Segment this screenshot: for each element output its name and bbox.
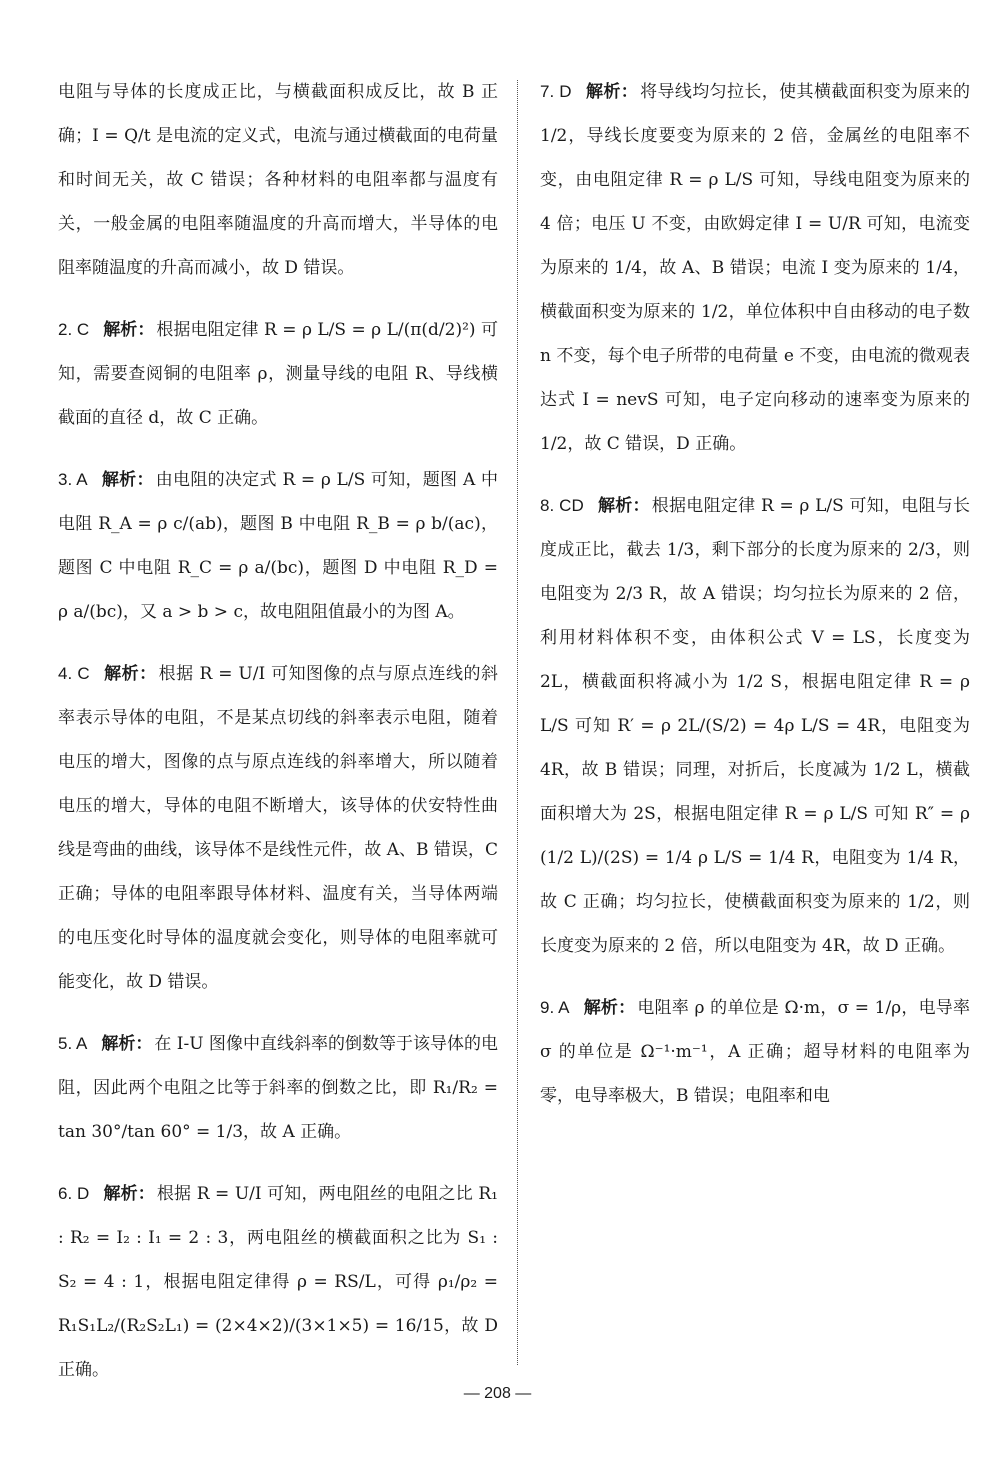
analysis-label: 解析： [101, 470, 154, 489]
answer-item [58, 458, 498, 634]
answer-text: 根据 R = U/I 可知图像的点与原点连线的斜率表示导体的电阻，不是某点切线的斜率表示电阻，随着电压的增大，图像的点与原点连线的斜率增大，所以随着电压的增大，导体的电阻不断增大，该导体的伏安特性曲线是弯曲的曲线，该导体不是线性元件，故 A、B 错误，C 正确；导体的电阻率跟导体材料、温度有关，当导体两端的电压变化时导体的温度就会变化，则导体的电阻率就可能变化，故 D 错误。 [58, 664, 499, 992]
answer-number: 7. D [540, 82, 572, 101]
analysis-label: 解析： [597, 496, 650, 515]
analysis-label: 解析： [583, 998, 636, 1017]
answer-text: 根据电阻定律 R = ρ L/S = ρ L/(π(d/2)²) 可知，需要查阅铜的电阻率 ρ，测量导线的电阻 R、导线横截面的直径 d，故 C 正确。 [58, 320, 498, 428]
answer-number: 2. C [58, 320, 90, 339]
analysis-label: 解析： [103, 320, 155, 339]
answer-text: 电阻率 ρ 的单位是 Ω·m，σ = 1/ρ，电导率 σ 的单位是 Ω⁻¹·m⁻¹，A 正确；超导材料的电阻率为零，电导率极大，B 错误；电阻率和电 [540, 998, 970, 1106]
analysis-label: 解析： [103, 1184, 155, 1203]
analysis-label: 解析： [585, 82, 639, 101]
answer-number: 5. A [58, 1034, 88, 1053]
answer-text: 根据 R = U/I 可知，两电阻丝的电阻之比 R₁ : R₂ = I₂ : I₁ = 2 : 3，两电阻丝的横截面积之比为 S₁ : S₂ = 4 : 1，根据电阻定律得 ρ = RS/L，可得 ρ₁/ρ₂ = R₁S₁L₂/(R₂S₂L₁) = (2×4×2)/(3×1×5) = 16/15，故 D 正确。 [58, 1184, 498, 1380]
answer-text: 由电阻的决定式 R = ρ L/S 可知，题图 A 中电阻 R_A = ρ c/(ab)，题图 B 中电阻 R_B = ρ b/(ac)，题图 C 中电阻 R_C = ρ a/(bc)，题图 D 中电阻 R_D = ρ a/(bc)，又 a > b > c，故电阻阻值最小的为图 A。 [58, 470, 498, 622]
answer-item [540, 484, 970, 968]
answer-number: 9. A [540, 998, 570, 1017]
page-number: — 208 — [463, 1385, 532, 1402]
answer-item [58, 1022, 498, 1154]
answer-item [540, 986, 970, 1118]
analysis-label: 解析： [101, 1034, 153, 1053]
answer-number: 6. D [58, 1184, 90, 1203]
analysis-label: 解析： [103, 664, 157, 683]
answer-text: 电阻与导体的长度成正比，与横截面积成反比，故 B 正确；I = Q/t 是电流的定义式，电流与通过横截面的电荷量和时间无关，故 C 错误；各种材料的电阻率都与温度有关，一般金属的电阻率随温度的升高而增大，半导体的电阻率随温度的升高而减小，故 D 错误。 [58, 82, 498, 278]
answer-text: 在 I-U 图像中直线斜率的倒数等于该导体的电阻，因此两个电阻之比等于斜率的倒数之比，即 R₁/R₂ = tan 30°/tan 60° = 1/3，故 A 正确。 [58, 1034, 498, 1142]
answer-item [58, 1172, 498, 1392]
right-column [540, 70, 970, 1136]
answer-item [58, 70, 498, 290]
answer-text: 根据电阻定律 R = ρ L/S 可知，电阻与长度成正比，截去 1/3，剩下部分的长度为原来的 2/3，则电阻变为 2/3 R，故 A 错误；均匀拉长为原来的 2 倍，利用材料体积不变，由体积公式 V = LS，长度变为 2L，横截面积将减小为 1/2 S，根据电阻定律 R = ρ L/S 可知 R′ = ρ 2L/(S/2) = 4ρ L/S = 4R，电阻变为 4R，故 B 错误；同理，对折后，长度减为 1/2 L，横截面积增大为 2S，根据电阻定律 R = ρ L/S 可知 R″ = ρ (1/2 L)/(2S) = 1/4 ρ L/S = 1/4 R，电阻变为 1/4 R，故 C 正确；均匀拉长，使横截面积变为原来的 1/2，则长度变为原来的 2 倍，所以电阻变为 4R，故 D 正确。 [540, 496, 970, 956]
answer-item [58, 652, 498, 1004]
answer-item [58, 308, 498, 440]
answer-number: 4. C [58, 664, 90, 683]
answer-text: 将导线均匀拉长，使其横截面积变为原来的 1/2，导线长度要变为原来的 2 倍，金属丝的电阻率不变，由电阻定律 R = ρ L/S 可知，导线电阻变为原来的 4 倍；电压 U 不变，由欧姆定律 I = U/R 可知，电流变为原来的 1/4，故 A、B 错误；电流 I 变为原来的 1/4，横截面积变为原来的 1/2，单位体积中自由移动的电子数 n 不变，每个电子所带的电荷量 e 不变，由电流的微观表达式 I = nevS 可知，电子定向移动的速率变为原来的 1/2，故 C 错误，D 正确。 [540, 82, 971, 454]
column-divider [517, 80, 518, 1365]
answer-item [540, 70, 970, 466]
answer-number: 8. CD [540, 496, 584, 515]
answer-number: 3. A [58, 470, 88, 489]
left-column [58, 70, 498, 1410]
